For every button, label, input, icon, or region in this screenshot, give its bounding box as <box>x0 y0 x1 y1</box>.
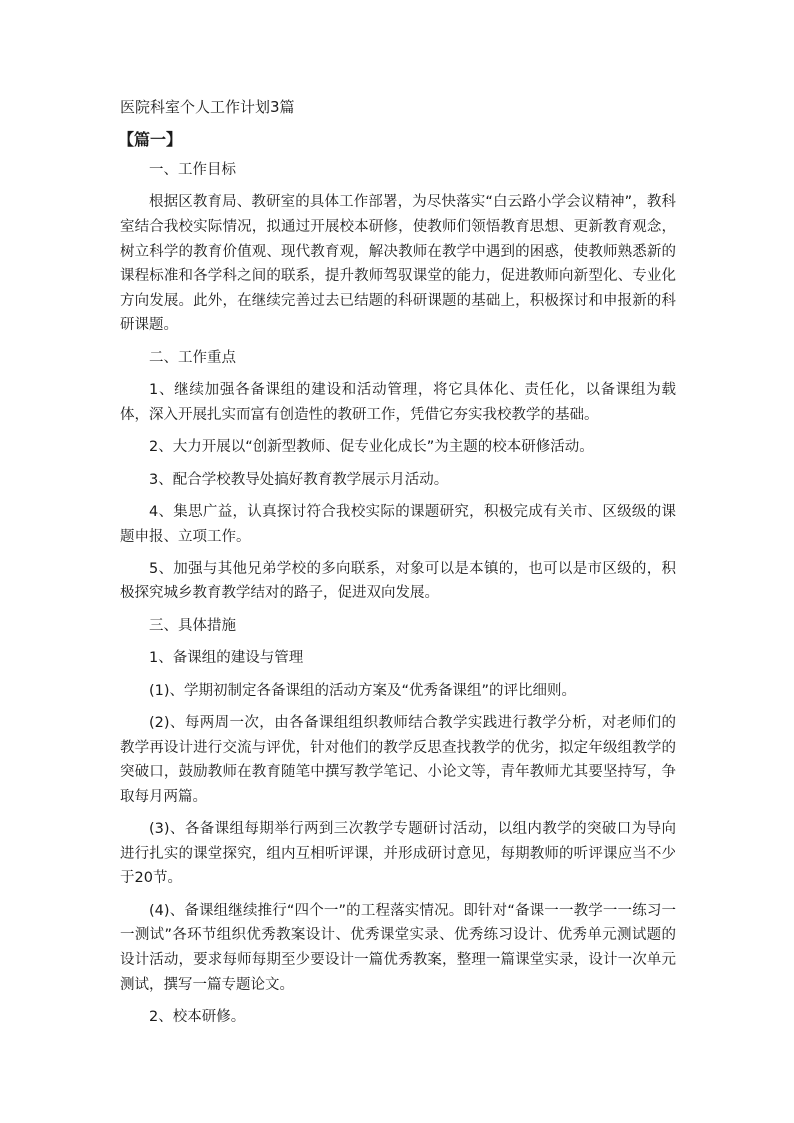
document-title: 医院科室个人工作计划3篇 <box>120 98 295 116</box>
paragraph-measure-1: (1)、学期初制定各备课组的活动方案及“优秀备课组”的评比细则。 <box>149 682 577 699</box>
heading-work-goals: 一、工作目标 <box>149 162 236 178</box>
paragraph-focus-5: 5、加强与其他兄弟学校的多向联系，对象可以是本镇的，也可以是市区级的，积极探究城乡教育教学结对的路子，促进双向发展。 <box>120 560 676 602</box>
paragraph-focus-3: 3、配合学校教导处搞好教育教学展示月活动。 <box>149 471 449 488</box>
document-body <box>120 158 676 1037</box>
subheading-school-training: 2、校本研修。 <box>149 1008 246 1025</box>
paragraph-focus-1: 1、继续加强各备课组的建设和活动管理，将它具体化、责任化，以备课组为载体，深入开展扎实而富有创造性的教研工作，凭借它夯实我校教学的基础。 <box>120 382 676 423</box>
paragraph-focus-2: 2、大力开展以“创新型教师、促专业化成长”为主题的校本研修活动。 <box>149 439 594 456</box>
paragraph-measure-4: (4)、备课组继续推行“四个一”的工程落实情况。即针对“备课一一教学一一练习一一测试”各环节组织优秀教案设计、优秀课堂实录、优秀练习设计、优秀单元测试题的设计活动，要求每师每期至少要设计一篇优秀教案，整理一篇课堂实录，设计一次单元测试，撰写一篇专题论文。 <box>120 902 676 993</box>
paragraph-goals: 根据区教育局、教研室的具体工作部署，为尽快落实“白云路小学会议精神”，教科室结合我校实际情况，拟通过开展校本研修，使教师们领悟教育思想、更新教育观念，树立科学的教育价值观、现代教育观，解决教师在教学中遇到的困惑，使教师熟悉新的课程标准和各学科之间的联系，提升教师驾驭课堂的能力，促进教师向新型化、专业化方向发展。此外，在继续完善过去已结题的科研课题的基础上，积极探讨和申报新的科研课题。 <box>120 194 676 334</box>
paragraph-measure-2: (2)、每两周一次，由各备课组组织教师结合教学实践进行教学分析，对老师们的教学再设计进行交流与评优，针对他们的教学反思查找教学的优劣，拟定年级组教学的突破口，鼓励教师在教育随笔中撰写教学笔记、小论文等，青年教师尤其要坚持写，争取每月两篇。 <box>120 715 676 805</box>
heading-work-focus: 二、工作重点 <box>149 349 236 366</box>
paragraph-focus-4: 4、集思广益，认真探讨符合我校实际的课题研究，积极完成有关市、区级级的课题申报、立项工作。 <box>120 503 676 545</box>
heading-measures: 三、具体措施 <box>149 617 236 634</box>
paragraph-measure-3: (3)、各备课组每期举行两到三次教学专题研讨活动，以组内教学的突破口为导向进行扎实的课堂探究，组内互相听评课，并形成研讨意见，每期教师的听评课应当不少于20节。 <box>120 821 676 887</box>
subheading-prep-groups: 1、备课组的建设与管理 <box>149 650 304 667</box>
section-label: 【篇一】 <box>118 130 183 149</box>
